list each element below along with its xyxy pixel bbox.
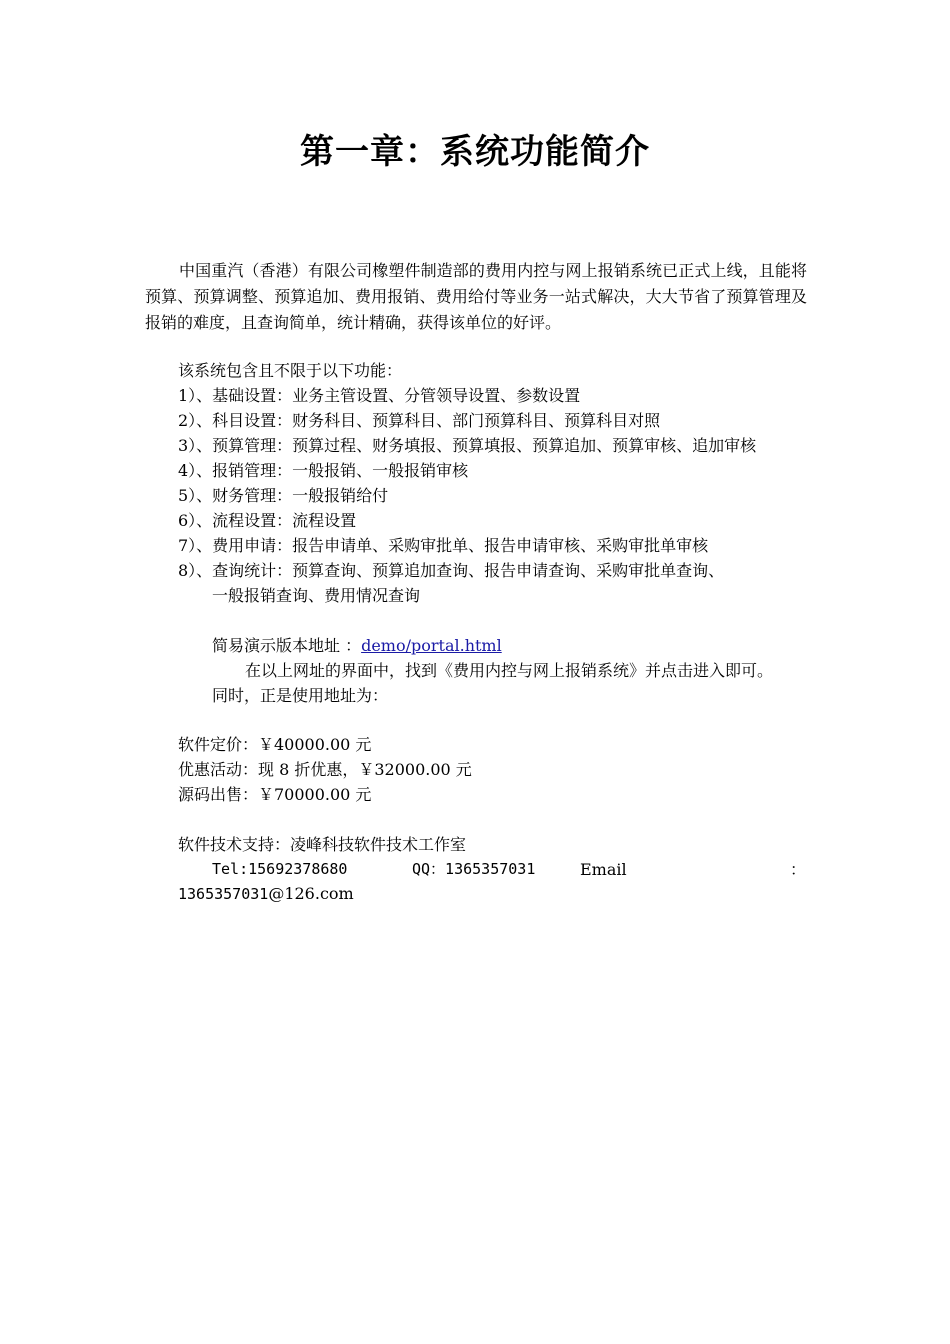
qq-text: QQ：1365357031: [412, 860, 536, 878]
feature-item: 4）、报销管理：一般报销、一般报销审核: [178, 461, 469, 480]
email-label: Email: [580, 860, 627, 879]
feature-item: 5）、财务管理：一般报销给付: [178, 486, 389, 505]
email-colon: ：: [790, 860, 807, 879]
demo-label: 简易演示版本地址 ：: [212, 636, 362, 655]
intro-paragraph: 中国重汽（香港）有限公司橡塑件制造部的费用内控与网上报销系统已正式上线，且能将预算、预算调整、预算追加、费用报销、费用给付等业务一站式解决，大大节省了预算管理及报销的难度，且查询简单，统计精确，获得该单位的好评。: [145, 261, 807, 332]
discount-line: 优惠活动：现 8 折优惠，￥32000.00 元: [178, 760, 472, 779]
feature-item-continuation: 一般报销查询、费用情况查询: [212, 586, 421, 605]
features-heading: 该系统包含且不限于以下功能：: [178, 361, 403, 380]
demo-note: 在以上网址的界面中，找到《费用内控与网上报销系统》并点击进入即可。: [245, 661, 774, 680]
tel-text: Tel:15692378680: [212, 860, 348, 878]
feature-item: 3）、预算管理：预算过程、财务填报、预算填报、预算追加、预算审核、追加审核: [178, 436, 757, 455]
feature-item: 7）、费用申请：报告申请单、采购审批单、报告申请审核、采购审批单审核: [178, 536, 709, 555]
demo-link[interactable]: demo/portal.html: [361, 636, 502, 655]
email-domain: @126.com: [268, 884, 354, 903]
feature-item: 1）、基础设置：业务主管设置、分管领导设置、参数设置: [178, 386, 581, 405]
price-line: 软件定价：￥40000.00 元: [178, 735, 372, 754]
feature-item: 8）、查询统计：预算查询、预算追加查询、报告申请查询、采购审批单查询、: [178, 561, 725, 580]
source-price-line: 源码出售：￥70000.00 元: [178, 785, 372, 804]
feature-item: 2）、科目设置：财务科目、预算科目、部门预算科目、预算科目对照: [178, 411, 661, 430]
demo-address-line: [212, 633, 502, 658]
email-address: [178, 881, 354, 907]
chapter-title: 第一章：系统功能简介: [300, 132, 650, 172]
email-number: 1365357031: [178, 885, 269, 903]
feature-item: 6）、流程设置：流程设置: [178, 511, 357, 530]
support-label: 软件技术支持：凌峰科技软件技术工作室: [178, 835, 467, 854]
address-note: 同时，正是使用地址为：: [212, 686, 389, 705]
